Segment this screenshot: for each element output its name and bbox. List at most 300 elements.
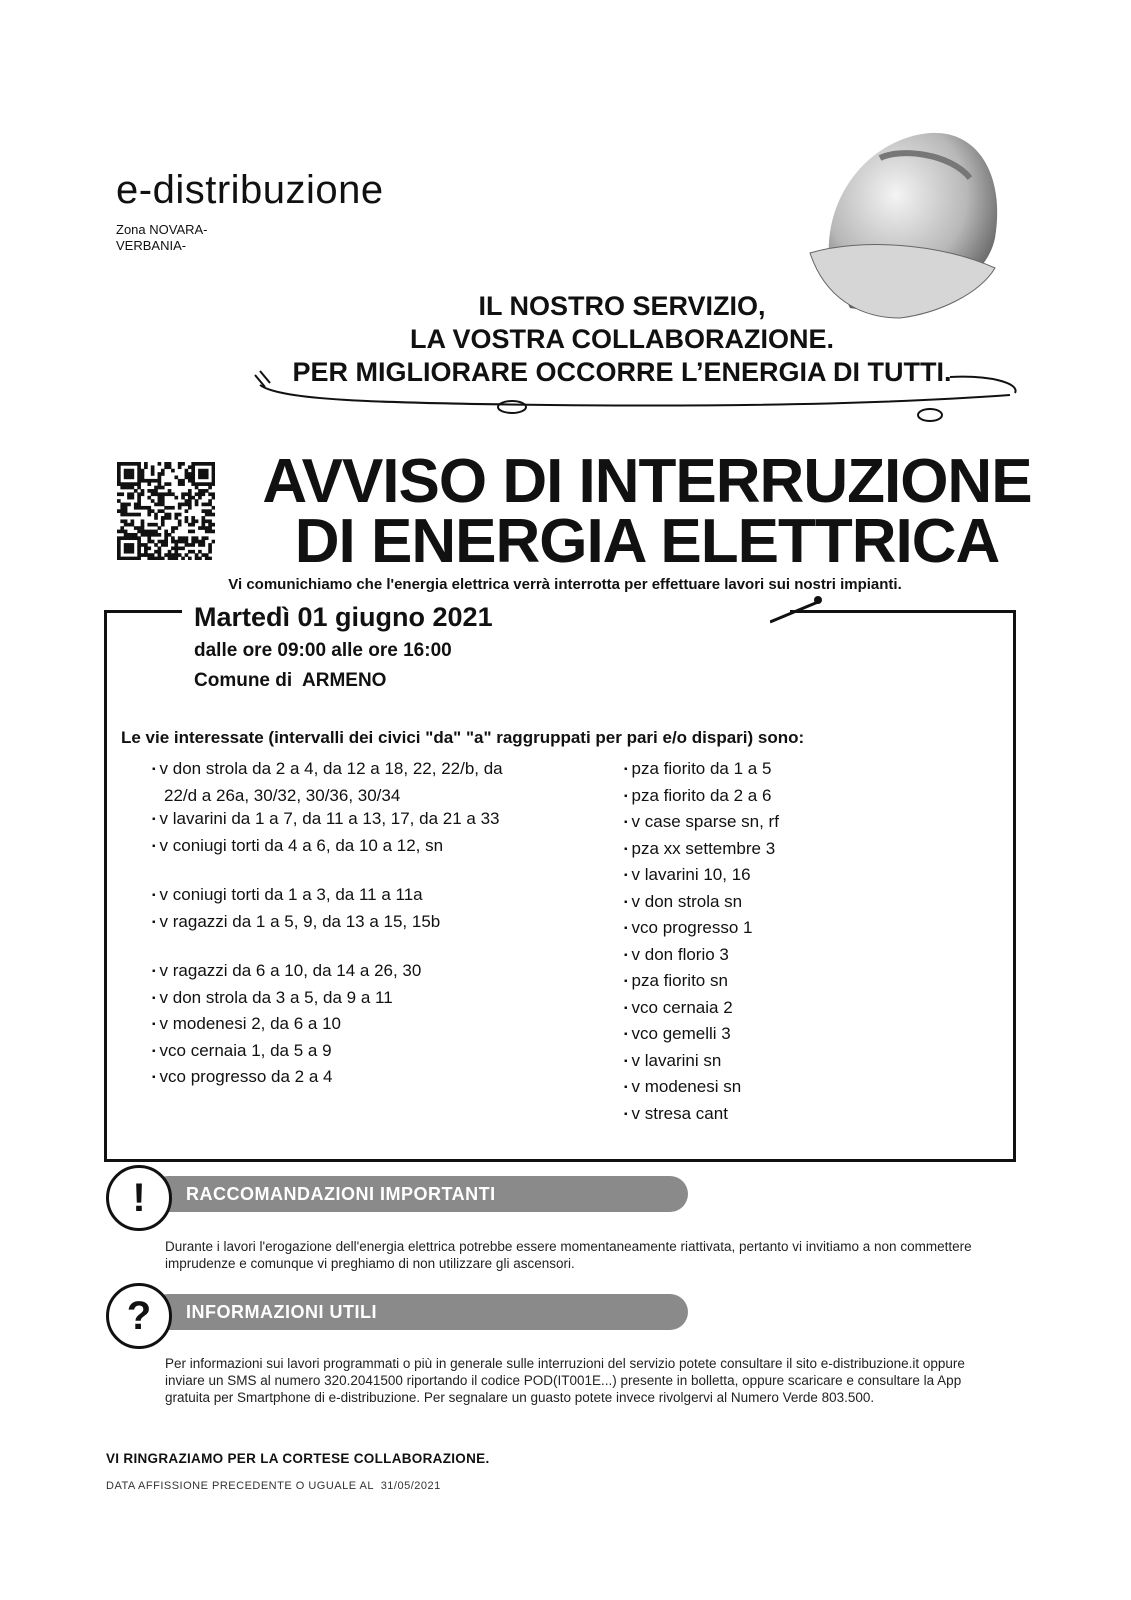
thanks-line: VI RINGRAZIAMO PER LA CORTESE COLLABORAZIONE. — [106, 1451, 490, 1466]
qr-module — [161, 486, 165, 490]
qr-module — [151, 492, 155, 496]
qr-module — [127, 543, 131, 547]
qr-module — [185, 543, 189, 547]
qr-module — [127, 462, 131, 466]
qr-module — [164, 462, 168, 466]
qr-module — [154, 513, 158, 517]
qr-module — [151, 479, 155, 483]
qr-module — [201, 472, 205, 476]
qr-module — [195, 553, 199, 557]
qr-module — [178, 536, 182, 540]
qr-module — [117, 499, 121, 503]
qr-module — [191, 540, 195, 544]
qr-module — [195, 482, 199, 486]
notice-title — [232, 447, 1062, 576]
qr-module — [131, 536, 135, 540]
qr-module — [188, 479, 192, 483]
qr-module — [147, 530, 151, 534]
qr-module — [185, 509, 189, 513]
list-gap — [148, 860, 508, 883]
qr-module — [124, 557, 128, 560]
qr-module — [124, 472, 128, 476]
qr-module — [137, 499, 141, 503]
qr-module — [164, 536, 168, 540]
qr-module — [178, 462, 182, 466]
qr-module — [134, 557, 138, 560]
qr-module — [131, 546, 135, 550]
qr-module — [147, 489, 151, 493]
qr-module — [147, 540, 151, 544]
qr-module — [174, 516, 178, 520]
qr-module — [198, 543, 202, 547]
qr-module — [141, 530, 145, 534]
qr-module — [174, 526, 178, 530]
qr-module — [151, 469, 155, 473]
qr-module — [124, 513, 128, 517]
qr-module — [144, 553, 148, 557]
info-heading: INFORMAZIONI UTILI — [150, 1294, 688, 1330]
qr-module — [198, 482, 202, 486]
question-icon: ? — [106, 1283, 172, 1349]
qr-module — [201, 469, 205, 473]
qr-module — [161, 492, 165, 496]
qr-module — [205, 469, 209, 473]
qr-module — [178, 540, 182, 544]
qr-module — [198, 492, 202, 496]
exclamation-icon: ! — [106, 1165, 172, 1231]
recommendations-text: Durante i lavori l'erogazione dell'energia elettrica potrebbe essere momentaneamente riattivata, pertanto vi invitiamo a non commettere imprudenze e comunque vi preghiamo di non utilizzare gli ascensori. — [165, 1239, 972, 1271]
street-item: ▪ v lavarini sn — [620, 1049, 1000, 1076]
qr-module — [195, 462, 199, 466]
qr-module — [191, 523, 195, 527]
qr-module — [120, 482, 124, 486]
qr-module — [208, 492, 212, 496]
qr-module — [124, 509, 128, 513]
qr-module — [137, 472, 141, 476]
qr-module — [147, 509, 151, 513]
qr-module — [141, 489, 145, 493]
qr-module — [201, 509, 205, 513]
qr-module — [212, 506, 215, 510]
qr-module — [178, 465, 182, 469]
brand-logo: e-distribuzione — [116, 168, 384, 212]
qr-module — [185, 499, 189, 503]
qr-module — [124, 550, 128, 554]
qr-module — [208, 462, 212, 466]
street-item: ▪ pza fiorito sn — [620, 969, 1000, 996]
qr-module — [205, 526, 209, 530]
street-item: ▪ v modenesi sn — [620, 1075, 1000, 1102]
qr-module — [171, 546, 175, 550]
qr-module — [117, 472, 121, 476]
qr-module — [174, 557, 178, 560]
qr-module — [174, 543, 178, 547]
qr-module — [161, 543, 165, 547]
qr-module — [205, 476, 209, 480]
qr-module — [161, 503, 165, 507]
qr-module — [178, 479, 182, 483]
qr-module — [151, 509, 155, 513]
qr-module — [158, 479, 162, 483]
qr-module — [208, 499, 212, 503]
qr-module — [188, 465, 192, 469]
qr-module — [191, 462, 195, 466]
qr-module — [164, 533, 168, 537]
qr-module — [144, 543, 148, 547]
qr-module — [151, 523, 155, 527]
qr-module — [137, 465, 141, 469]
qr-module — [124, 506, 128, 510]
qr-module — [158, 550, 162, 554]
qr-module — [208, 523, 212, 527]
qr-module — [158, 499, 162, 503]
qr-module — [171, 506, 175, 510]
qr-module — [131, 543, 135, 547]
qr-module — [198, 526, 202, 530]
qr-module — [124, 519, 128, 523]
qr-module — [181, 536, 185, 540]
qr-module — [161, 540, 165, 544]
qr-module — [208, 503, 212, 507]
qr-module — [137, 503, 141, 507]
qr-module — [171, 557, 175, 560]
qr-module — [168, 533, 172, 537]
qr-module — [151, 465, 155, 469]
qr-module — [205, 553, 209, 557]
qr-module — [208, 486, 212, 490]
qr-module — [188, 503, 192, 507]
qr-module — [131, 557, 135, 560]
qr-module — [161, 516, 165, 520]
street-item: ▪ v case sparse sn, rf — [620, 810, 1000, 837]
qr-module — [131, 486, 135, 490]
qr-module — [117, 476, 121, 480]
qr-module — [158, 533, 162, 537]
qr-module — [174, 553, 178, 557]
qr-module — [212, 479, 215, 483]
qr-module — [154, 530, 158, 534]
qr-module — [195, 536, 199, 540]
qr-module — [127, 492, 131, 496]
qr-module — [137, 546, 141, 550]
qr-module — [208, 550, 212, 554]
qr-module — [205, 489, 209, 493]
street-item: ▪ v don florio 3 — [620, 943, 1000, 970]
qr-module — [117, 543, 121, 547]
qr-module — [141, 526, 145, 530]
slogan-line-1: IL NOSTRO SERVIZIO, — [478, 291, 766, 321]
qr-module — [134, 506, 138, 510]
qr-module — [127, 496, 131, 500]
qr-module — [127, 486, 131, 490]
qr-module — [191, 536, 195, 540]
qr-module — [127, 513, 131, 517]
qr-module — [137, 550, 141, 554]
qr-module — [212, 462, 215, 466]
qr-module — [120, 503, 124, 507]
qr-module — [141, 543, 145, 547]
qr-module — [178, 506, 182, 510]
qr-module — [120, 513, 124, 517]
qr-module — [191, 519, 195, 523]
qr-module — [185, 469, 189, 473]
qr-module — [158, 503, 162, 507]
qr-module — [124, 530, 128, 534]
street-item: ▪ vco cernaia 2 — [620, 996, 1000, 1023]
qr-module — [131, 519, 135, 523]
cable-decoration — [250, 365, 1030, 435]
qr-module — [154, 489, 158, 493]
qr-module — [120, 506, 124, 510]
qr-module — [205, 557, 209, 560]
qr-module — [147, 523, 151, 527]
qr-module — [191, 496, 195, 500]
qr-module — [164, 553, 168, 557]
qr-module — [188, 506, 192, 510]
qr-module — [134, 513, 138, 517]
notice-subtitle: Vi comunichiamo che l'energia elettrica verrà interrotta per effettuare lavori sui nostri impianti. — [228, 576, 902, 593]
qr-module — [124, 462, 128, 466]
qr-module — [198, 476, 202, 480]
qr-module — [137, 553, 141, 557]
qr-module — [137, 469, 141, 473]
qr-module — [124, 482, 128, 486]
qr-module — [164, 492, 168, 496]
qr-module — [208, 546, 212, 550]
qr-module — [208, 530, 212, 534]
qr-module — [124, 536, 128, 540]
qr-module — [137, 557, 141, 560]
qr-module — [205, 519, 209, 523]
street-item: ▪ v lavarini da 1 a 7, da 11 a 13, 17, da 21 a 33 — [148, 807, 508, 834]
qr-module — [181, 546, 185, 550]
qr-module — [144, 465, 148, 469]
qr-module — [154, 550, 158, 554]
street-item: ▪ v don strola da 2 a 4, da 12 a 18, 22, 22/b, da 22/d a 26a, 30/32, 30/36, 30/34 — [148, 757, 508, 807]
pen-decoration — [770, 592, 870, 632]
qr-module — [205, 462, 209, 466]
qr-module — [205, 482, 209, 486]
qr-module — [151, 557, 155, 560]
qr-module — [144, 533, 148, 537]
qr-module — [178, 519, 182, 523]
street-item: ▪ v ragazzi da 1 a 5, 9, da 13 a 15, 15b — [148, 910, 508, 937]
qr-module — [131, 476, 135, 480]
street-item: ▪ v don strola sn — [620, 890, 1000, 917]
qr-module — [137, 462, 141, 466]
qr-module — [185, 519, 189, 523]
qr-module — [201, 519, 205, 523]
qr-module — [178, 482, 182, 486]
qr-module — [151, 533, 155, 537]
qr-module — [191, 472, 195, 476]
qr-module — [137, 513, 141, 517]
qr-module — [137, 530, 141, 534]
qr-module — [137, 482, 141, 486]
qr-module — [212, 523, 215, 527]
qr-module — [144, 506, 148, 510]
qr-module — [161, 523, 165, 527]
streets-list-left — [148, 757, 508, 1092]
qr-module — [164, 506, 168, 510]
street-item: ▪ v stresa cant — [620, 1102, 1000, 1129]
qr-module — [158, 462, 162, 466]
qr-module — [168, 482, 172, 486]
qr-module — [141, 492, 145, 496]
qr-module — [131, 513, 135, 517]
qr-module — [201, 476, 205, 480]
qr-module — [158, 553, 162, 557]
qr-module — [134, 536, 138, 540]
qr-module — [171, 553, 175, 557]
qr-module — [195, 492, 199, 496]
qr-module — [171, 530, 175, 534]
qr-module — [117, 553, 121, 557]
qr-module — [201, 492, 205, 496]
qr-module — [124, 543, 128, 547]
streets-intro: Le vie interessate (intervalli dei civici "da" "a" raggruppati per pari e/o dispari) sono: — [121, 728, 805, 747]
qr-module — [208, 482, 212, 486]
qr-module — [185, 503, 189, 507]
qr-module — [124, 486, 128, 490]
qr-module — [117, 530, 121, 534]
qr-module — [164, 530, 168, 534]
qr-module — [147, 496, 151, 500]
qr-module — [117, 540, 121, 544]
qr-module — [131, 496, 135, 500]
qr-module — [120, 526, 124, 530]
qr-module — [134, 462, 138, 466]
qr-module — [188, 496, 192, 500]
qr-module — [158, 476, 162, 480]
qr-module — [131, 482, 135, 486]
qr-module — [141, 519, 145, 523]
qr-module — [117, 492, 121, 496]
qr-module — [151, 489, 155, 493]
qr-module — [144, 530, 148, 534]
qr-module — [191, 465, 195, 469]
street-item: ▪ vco cernaia 1, da 5 a 9 — [148, 1039, 508, 1066]
qr-module — [205, 509, 209, 513]
qr-module — [198, 469, 202, 473]
qr-module — [201, 489, 205, 493]
slogan-line-2: LA VOSTRA COLLABORAZIONE. — [410, 324, 834, 354]
qr-module — [168, 489, 172, 493]
street-item: ▪ vco progresso da 2 a 4 — [148, 1065, 508, 1092]
qr-module — [154, 516, 158, 520]
qr-module — [144, 462, 148, 466]
qr-module — [212, 469, 215, 473]
qr-code-icon — [117, 462, 215, 560]
info-text: Per informazioni sui lavori programmati o più in generale sulle interruzioni del servizio potete consultare il sito e-distribuzione.it oppure inviare un SMS al numero 320.2041500 riportando il codice POD(IT001E...) presente in bolletta, oppure scaricare e consultare la App gratuita per Smartphone di e-distribuzione. Per segnalare un guasto potete invece rivolgervi al Numero Verde 803.500. — [165, 1356, 965, 1405]
qr-module — [117, 536, 121, 540]
qr-module — [201, 523, 205, 527]
zone-label: Zona NOVARA- VERBANIA- — [116, 222, 208, 253]
qr-module — [212, 482, 215, 486]
street-item: ▪ v lavarini 10, 16 — [620, 863, 1000, 890]
qr-module — [171, 540, 175, 544]
qr-module — [154, 492, 158, 496]
qr-module — [137, 479, 141, 483]
qr-module — [137, 540, 141, 544]
qr-module — [205, 513, 209, 517]
qr-module — [205, 530, 209, 534]
qr-module — [168, 492, 172, 496]
qr-module — [201, 482, 205, 486]
qr-module — [201, 553, 205, 557]
qr-module — [191, 479, 195, 483]
qr-module — [185, 536, 189, 540]
qr-module — [158, 496, 162, 500]
qr-module — [168, 506, 172, 510]
qr-module — [185, 476, 189, 480]
qr-module — [188, 523, 192, 527]
qr-module — [124, 469, 128, 473]
qr-module — [154, 557, 158, 560]
qr-module — [195, 557, 199, 560]
qr-module — [137, 486, 141, 490]
qr-module — [168, 516, 172, 520]
qr-module — [127, 557, 131, 560]
qr-module — [212, 465, 215, 469]
qr-module — [174, 550, 178, 554]
qr-module — [198, 496, 202, 500]
qr-module — [151, 553, 155, 557]
qr-module — [174, 513, 178, 517]
qr-module — [164, 543, 168, 547]
qr-module — [212, 530, 215, 534]
qr-module — [120, 492, 124, 496]
qr-module — [212, 540, 215, 544]
qr-module — [120, 557, 124, 560]
qr-module — [141, 523, 145, 527]
qr-module — [178, 553, 182, 557]
qr-module — [141, 476, 145, 480]
qr-module — [212, 472, 215, 476]
qr-module — [147, 533, 151, 537]
qr-module — [127, 476, 131, 480]
qr-module — [151, 472, 155, 476]
qr-module — [198, 540, 202, 544]
qr-module — [188, 499, 192, 503]
qr-module — [147, 513, 151, 517]
qr-module — [191, 516, 195, 520]
qr-module — [201, 536, 205, 540]
qr-module — [147, 479, 151, 483]
qr-module — [195, 519, 199, 523]
street-item: ▪ pza fiorito da 2 a 6 — [620, 784, 1000, 811]
interruption-date: Martedì 01 giugno 2021 — [194, 602, 493, 632]
qr-module — [134, 503, 138, 507]
qr-module — [137, 506, 141, 510]
qr-module — [127, 546, 131, 550]
qr-module — [127, 472, 131, 476]
qr-module — [164, 540, 168, 544]
qr-module — [161, 509, 165, 513]
qr-module — [178, 513, 182, 517]
qr-module — [147, 482, 151, 486]
qr-module — [178, 546, 182, 550]
qr-module — [134, 526, 138, 530]
qr-module — [154, 533, 158, 537]
qr-module — [141, 479, 145, 483]
qr-module — [141, 472, 145, 476]
street-item: ▪ v modenesi 2, da 6 a 10 — [148, 1012, 508, 1039]
qr-module — [120, 519, 124, 523]
qr-module — [144, 546, 148, 550]
posting-date: DATA AFFISSIONE PRECEDENTE O UGUALE AL 31/05/2021 — [106, 1480, 441, 1492]
qr-module — [191, 469, 195, 473]
